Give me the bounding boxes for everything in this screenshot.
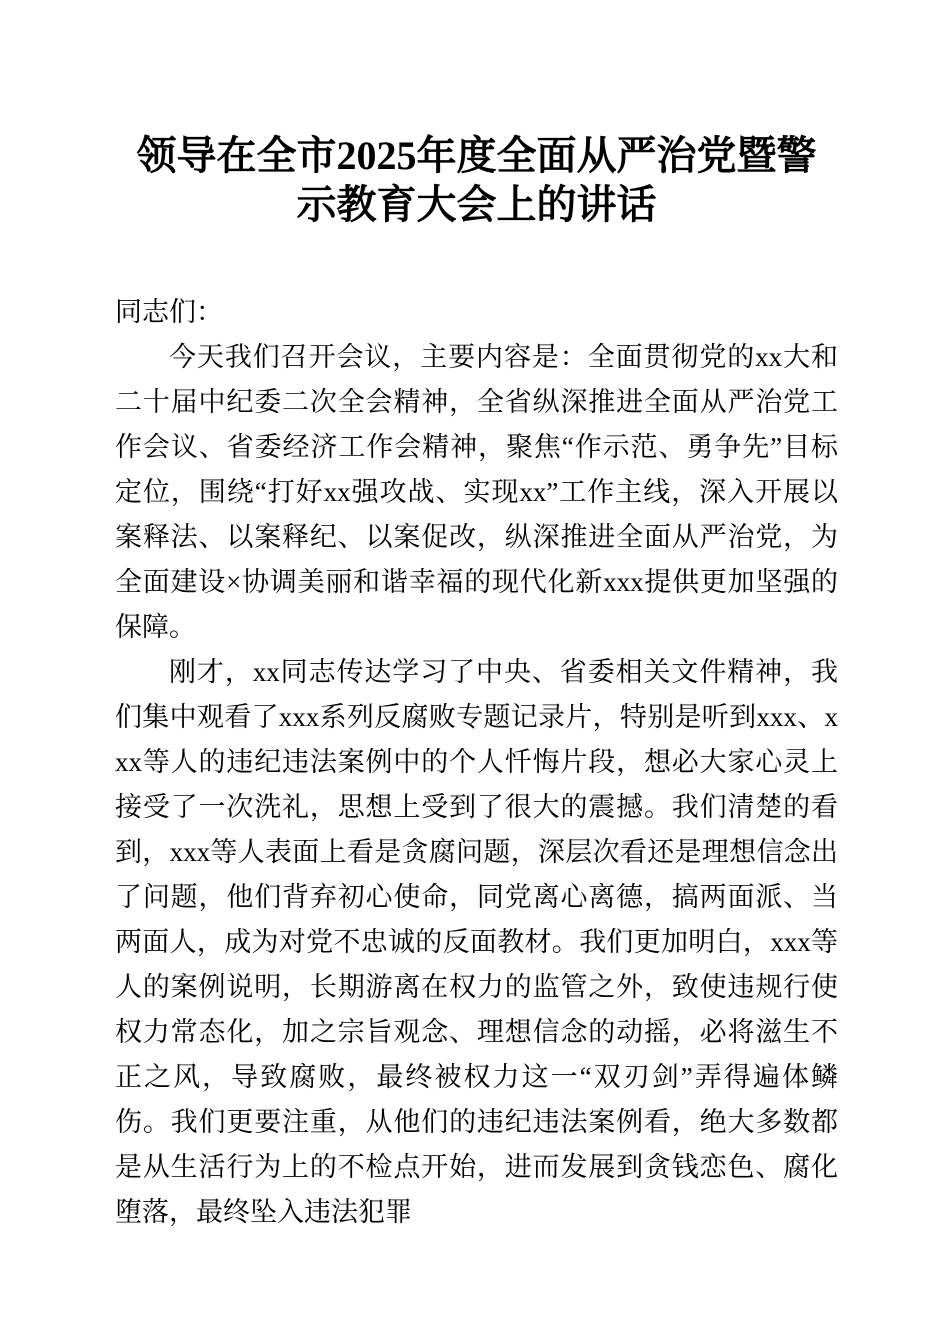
paragraph: 今天我们召开会议，主要内容是：全面贯彻党的xx大和二十届中纪委二次全会精神，全省纵深推进全面从严治党工作会议、省委经济工作会精神，聚焦“作示范、勇争先”目标定位，围绕“打好xx强攻战、实现xx”工作主线，深入开展以案释法、以案释纪、以案促改，纵深推进全面从严治党，为全面建设×协调美丽和谐幸福的现代化新xxx提供更加坚强的保障。	[115, 341, 838, 642]
document-body	[115, 290, 838, 1235]
paragraph: 刚才，xx同志传达学习了中央、省委相关文件精神，我们集中观看了xxx系列反腐败专题记录片，特别是听到xxx、xxx等人的违纪违法案例中的个人忏悔片段，想必大家心灵上接受了一次洗礼，思想上受到了很大的震撼。我们清楚的看到，xxx等人表面上看是贪腐问题，深层次看还是理想信念出了问题，他们背弃初心使命，同党离心离德，搞两面派、当两面人，成为对党不忠诚的反面教材。我们更加明白，xxx等人的案例说明，长期游离在权力的监管之外，致使违规行使权力常态化，加之宗旨观念、理想信念的动摇，必将滋生不正之风，导致腐败，最终被权力这一“双刃剑”弄得遍体鳞伤。我们更要注重，从他们的违纪违法案例看，绝大多数都是从生活行为上的不检点开始，进而发展到贪钱恋色、腐化堕落，最终坠入违法犯罪	[115, 656, 838, 1227]
document-title: 领导在全市2025年度全面从严治党暨警示教育大会上的讲话	[136, 133, 817, 227]
paragraph: 同志们：	[115, 296, 223, 327]
